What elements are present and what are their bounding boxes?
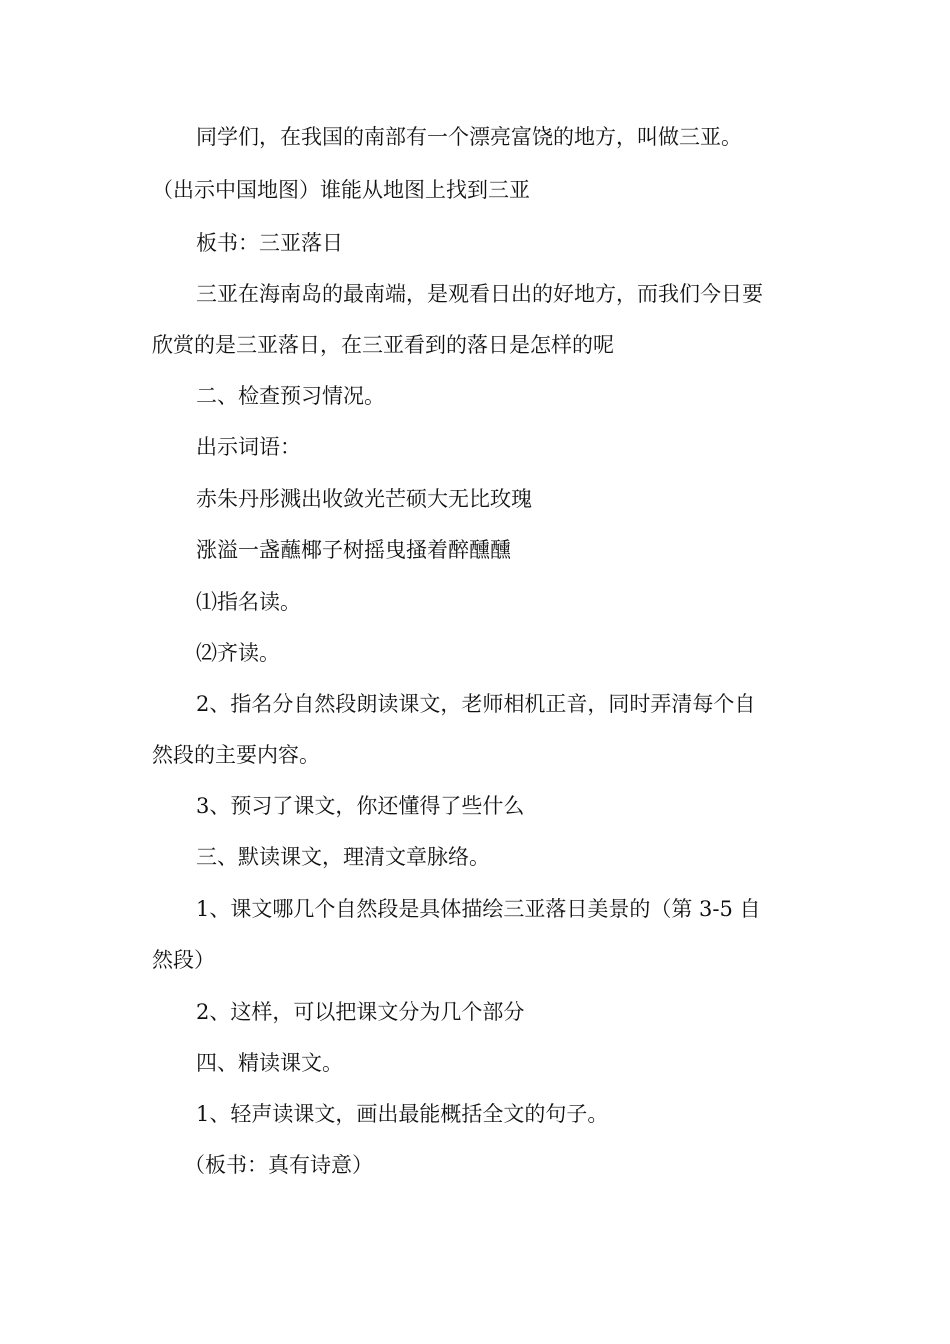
paragraph-sanya-cont: 欣赏的是三亚落日，在三亚看到的落日是怎样的呢: [152, 333, 614, 357]
blackboard-note: （板书：真有诗意）: [184, 1153, 373, 1177]
paragraph-intro-cont: （出示中国地图）谁能从地图上找到三亚: [152, 178, 530, 202]
vocab-row-1: 赤朱丹彤溅出收敛光芒硕大无比玫瑰: [196, 487, 532, 511]
paragraph-intro: 同学们，在我国的南部有一个漂亮富饶的地方，叫做三亚。: [196, 125, 742, 149]
question-1-cont: 然段）: [152, 948, 215, 972]
item-2: 2、指名分自然段朗读课文，老师相机正音，同时弄清每个自: [196, 692, 756, 716]
item-3: 3、预习了课文，你还懂得了些什么: [196, 794, 525, 818]
section-heading-2: 二、检查预习情况。: [196, 384, 385, 408]
vocab-row-2: 涨溢一盏蘸椰子树摇曳搔着醉醺醺: [196, 538, 511, 562]
section-heading-3: 三、默读课文，理清文章脉络。: [196, 845, 490, 869]
step-group-read: ⑵齐读。: [196, 641, 280, 665]
item-2-cont: 然段的主要内容。: [152, 743, 320, 767]
section-heading-4: 四、精读课文。: [196, 1051, 343, 1075]
question-2: 2、这样，可以把课文分为几个部分: [196, 1000, 525, 1024]
paragraph-sanya: 三亚在海南岛的最南端，是观看日出的好地方，而我们今日要: [196, 282, 763, 306]
blackboard-title: 板书：三亚落日: [196, 231, 343, 255]
task-1: 1、轻声读课文，画出最能概括全文的句子。: [196, 1102, 609, 1126]
step-name-read: ⑴指名读。: [196, 590, 301, 614]
vocab-label: 出示词语：: [196, 435, 301, 459]
question-1: 1、课文哪几个自然段是具体描绘三亚落日美景的（第 3-5 自: [196, 897, 761, 921]
